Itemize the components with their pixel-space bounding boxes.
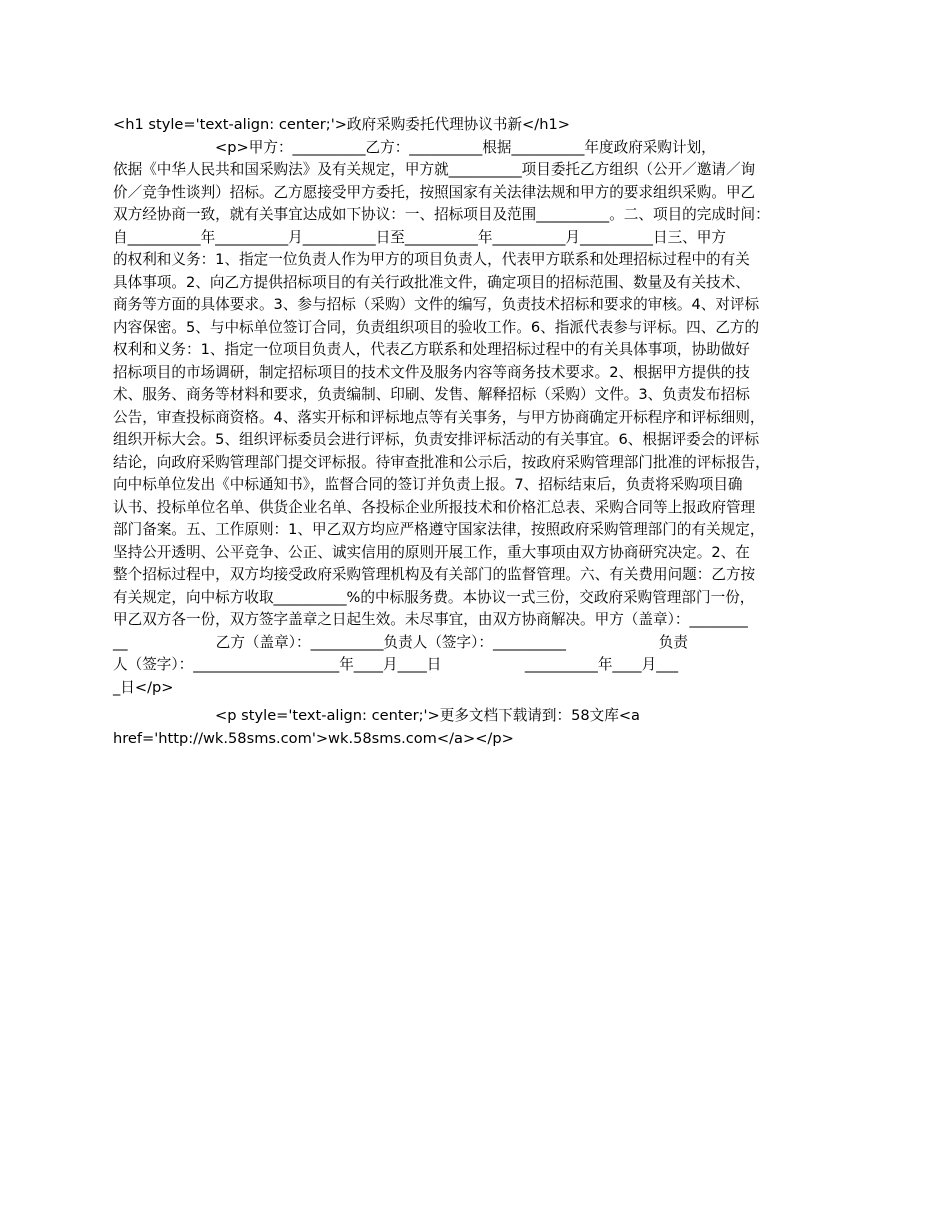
text-line: 招标项目的市场调研，制定招标项目的技术文件及服务内容等商务技术要求。2、根据甲方提供的技	[113, 363, 750, 381]
text-line: 双方经协商一致，就有关事宜达成如下协议：一、招标项目及范围__________。二、项目的完成时间：	[113, 206, 770, 223]
text-line: <h1 style='text-align: center;'>政府采购委托代理协议书新</h1>	[113, 116, 570, 133]
text-line: 内容保密。5、与中标单位签订合同，负责组织项目的验收工作。6、指派代表参与评标。四、乙方的	[113, 318, 760, 336]
text-line: 自__________年__________月__________日至__________年__________月__________日三、甲方	[113, 228, 726, 246]
footer-note	[113, 705, 833, 750]
text-line: 部门备案。五、工作原则：1、甲乙双方均应严格遵守国家法律，按照政府采购管理部门的有关规定，	[113, 521, 765, 538]
document-page	[113, 114, 833, 750]
text-line: 权利和义务：1、指定一位项目负责人，代表乙方联系和处理招标过程中的有关具体事项，协助做好	[113, 341, 750, 358]
text-line: 组织开标大会。5、组织评标委员会进行评标，负责安排评标活动的有关事宜。6、根据评委会的评标	[113, 431, 760, 448]
footer-line: href='http://wk.58sms.com'>wk.58sms.com</a></p>	[113, 729, 514, 747]
text-line: 整个招标过程中，双方均接受政府采购管理机构及有关部门的监督管理。六、有关费用问题：乙方按	[113, 566, 756, 583]
text-line: 结论，向政府采购管理部门提交评标报。待审查批准和公示后，按政府采购管理部门批准的评标报告，	[113, 453, 770, 471]
text-line: 具体事项。2、向乙方提供招标项目的有关行政批准文件，确定项目的招标范围、数量及有关技术、	[113, 273, 750, 291]
text-line: 人（签字）：____________________年____月____日 __________年____月___	[113, 656, 679, 673]
text-line: 术、服务、商务等材料和要求，负责编制、印刷、发售、解释招标（采购）文件。3、负责发布招标	[113, 386, 750, 403]
text-line: 的权利和义务：1、指定一位负责人作为甲方的项目负责人，代表甲方联系和处理招标过程中的有关	[113, 251, 750, 268]
text-line: _日</p>	[113, 678, 174, 696]
document-body	[113, 114, 833, 699]
text-line: __ 乙方（盖章）：__________负责人（签字）：__________ 负责	[113, 633, 688, 651]
text-line: <p>甲方：__________乙方：__________根据__________年度政府采购计划，	[113, 138, 716, 156]
text-line: 公告，审查投标商资格。4、落实开标和评标地点等有关事务，与甲方协商确定开标程序和评标细则，	[113, 408, 765, 426]
text-line: 向中标单位发出《中标通知书》，监督合同的签订并负责上报。7、招标结束后，负责将采购项目确	[113, 476, 743, 493]
text-line: 甲乙双方各一份，双方签字盖章之日起生效。未尽事宜，由双方协商解决。甲方（盖章）：________	[113, 611, 748, 628]
text-line: 商务等方面的具体要求。3、参与招标（采购）文件的编写，负责技术招标和要求的审核。4、对评标	[113, 296, 760, 313]
text-line: 坚持公开透明、公平竞争、公正、诚实信用的原则开展工作，重大事项由双方协商研究决定。2、在	[113, 543, 750, 561]
footer-line: <p style='text-align: center;'>更多文档下载请到：58文库<a	[113, 707, 640, 724]
text-line: 有关规定，向中标方收取__________%的中标服务费。本协议一式三份，交政府采购管理部门一份，	[113, 588, 755, 606]
text-line: 价／竞争性谈判）招标。乙方愿接受甲方委托，按照国家有关法律法规和甲方的要求组织采购。甲乙	[113, 183, 756, 201]
text-line: 认书、投标单位名单、供货企业名单、各投标企业所报技术和价格汇总表、采购合同等上报政府管理	[113, 498, 756, 516]
text-line: 依据《中华人民共和国采购法》及有关规定，甲方就__________项目委托乙方组织（公开／邀请／询	[113, 161, 756, 178]
